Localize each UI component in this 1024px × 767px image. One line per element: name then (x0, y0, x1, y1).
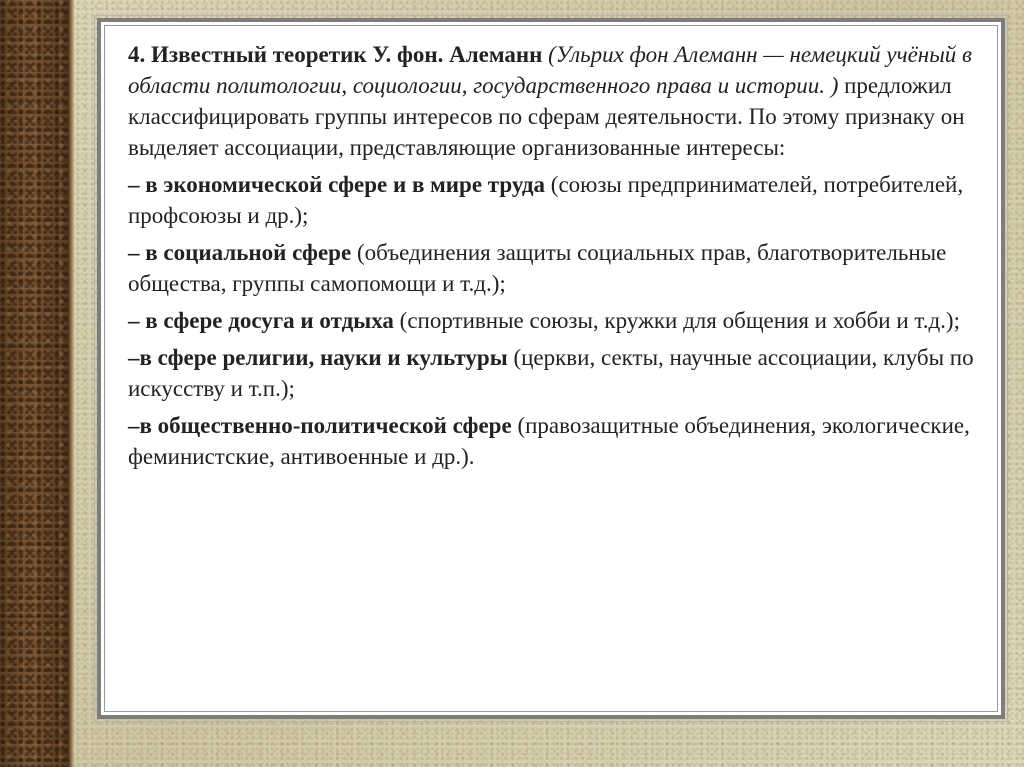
item-text: (союзы предпринимателей, потребителей, профсоюзы и др.); (128, 172, 964, 228)
item-heading: – в социальной сфере (128, 240, 352, 265)
item-heading: –в сфере религии, науки и культуры (128, 345, 508, 370)
item-heading: – в сфере досуга и отдыха (128, 308, 394, 333)
item-text: (церкви, секты, научные ассоциации, клубы по искусству и т.п.); (128, 345, 974, 401)
intro-italic-note: (Ульрих фон Алеманн — немецкий учёный в области политологии, социологии, государственного права и истории. ) (128, 42, 973, 98)
item-text: (правозащитные объединения, экологические, феминистские, антивоенные и др.). (128, 413, 970, 469)
list-item-economic (128, 169, 978, 231)
list-item-social (128, 237, 978, 299)
intro-lead: 4. Известный теоретик У. фон. Алеманн (128, 42, 543, 67)
item-heading: – в экономической сфере и в мире труда (128, 172, 546, 197)
item-heading: –в общественно-политической сфере (128, 413, 512, 438)
list-item-leisure (128, 305, 978, 336)
decorative-wood-strip (0, 0, 68, 767)
slide-content-frame (97, 18, 1005, 719)
intro-paragraph (128, 39, 978, 163)
list-item-religion (128, 342, 978, 404)
item-text: (спортивные союзы, кружки для общения и хобби и т.д.); (393, 308, 960, 333)
item-text: (объединения защиты социальных прав, благотворительные общества, группы самопомощи и т.д.); (128, 240, 947, 296)
decorative-strip-edge (68, 0, 74, 767)
intro-rest: предложил классифицировать группы интересов по сферам деятельности. По этому признаку он выделяет ассоциации, представляющие организованные интересы: (128, 73, 965, 160)
list-item-political (128, 410, 978, 472)
slide-text-block (128, 39, 978, 478)
